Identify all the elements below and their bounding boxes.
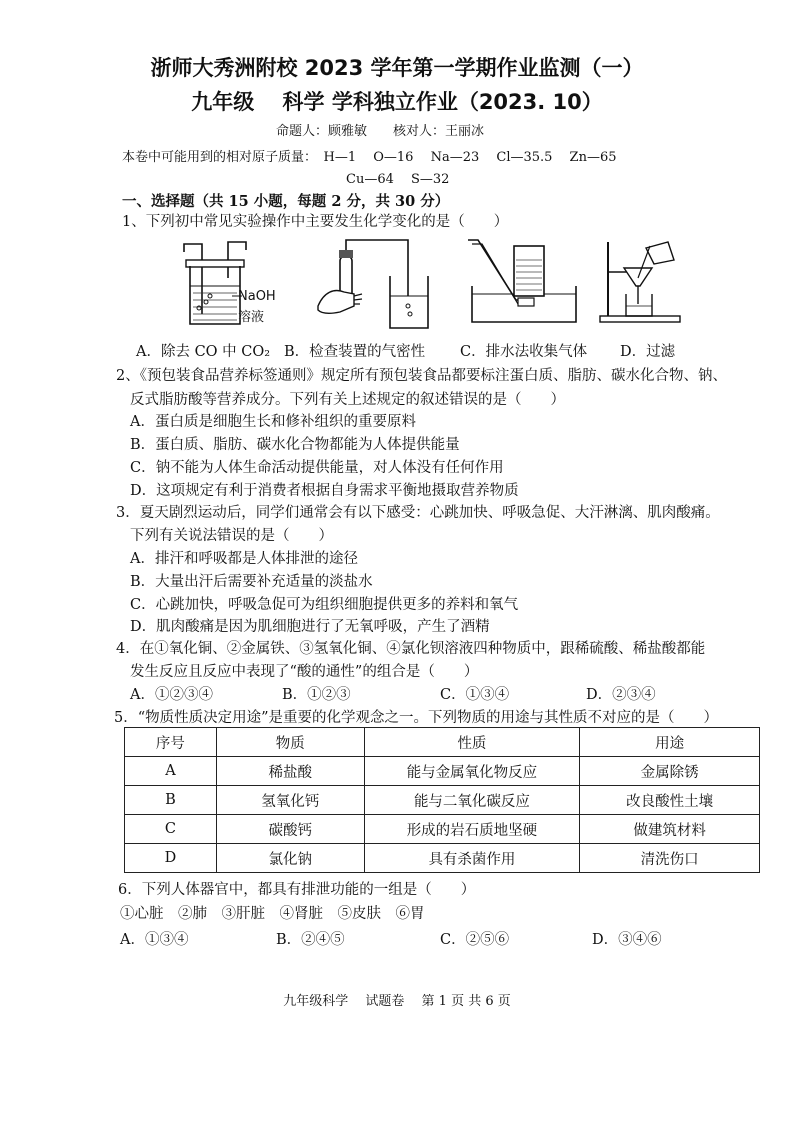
q3-stem-line1: 3．夏天剧烈运动后，同学们通常会有以下感受：心跳加快、呼吸急促、大汗淋漓、肌肉酸痛。	[116, 505, 720, 521]
authors-line: 命题人：顾雅敏 核对人：王丽冰	[276, 124, 485, 139]
atomic-mass-line2: Cu—64 S—32	[346, 172, 450, 187]
q3-option-a: A．排汗和呼吸都是人体排泄的途径	[130, 551, 358, 567]
table-cell: 能与二氧化碳反应	[364, 786, 580, 815]
gas-washing-bottle-figure	[180, 238, 280, 330]
q2-stem-line1: 2、《预包装食品营养标签通则》规定所有预包装食品都要标注蛋白质、脂肪、碳水化合物、钠、	[116, 368, 727, 384]
table-row	[125, 757, 760, 786]
q2-stem-line2: 反式脂肪酸等营养成分。下列有关上述规定的叙述错误的是（ ）	[130, 392, 565, 408]
q2-option-a: A．蛋白质是细胞生长和修补组织的重要原料	[130, 414, 416, 430]
q3-option-c: C．心跳加快，呼吸急促可为组织细胞提供更多的养料和氧气	[130, 597, 519, 613]
q2-option-c: C．钠不能为人体生命活动提供能量，对人体没有任何作用	[130, 460, 504, 476]
table-header-cell: 物质	[216, 728, 364, 757]
table-cell: 氢氧化钙	[216, 786, 364, 815]
table-cell: A	[125, 757, 217, 786]
table-cell: 做建筑材料	[580, 815, 760, 844]
table-cell: 稀盐酸	[216, 757, 364, 786]
table-header-row	[125, 728, 760, 757]
airtightness-check-figure	[310, 236, 440, 336]
table-cell: 碳酸钙	[216, 815, 364, 844]
naoh-label: NaOH	[238, 289, 276, 304]
q6-organs: ①心脏 ②肺 ③肝脏 ④肾脏 ⑤皮肤 ⑥胃	[120, 906, 425, 922]
q1-option-c: C．排水法收集气体	[460, 344, 588, 360]
table-cell: 改良酸性土壤	[580, 786, 760, 815]
table-row	[125, 786, 760, 815]
q4-option-c: C．①③④	[440, 687, 510, 703]
q4-option-b: B．①②③	[282, 687, 351, 703]
exam-title-line2: 九年级 科学 学科独立作业（2023. 10）	[191, 90, 603, 114]
q4-option-d: D．②③④	[586, 687, 656, 703]
q6-stem: 6．下列人体器官中，都具有排泄功能的一组是（ ）	[118, 882, 476, 898]
table-cell: C	[125, 815, 217, 844]
q1-option-a: A．除去 CO 中 CO₂	[136, 344, 271, 360]
table-cell: 清洗伤口	[580, 844, 760, 873]
naoh-solution-label: 溶液	[238, 310, 265, 325]
page-footer: 九年级科学 试题卷 第 1 页 共 6 页	[283, 994, 511, 1009]
table-cell: D	[125, 844, 217, 873]
table-cell: B	[125, 786, 217, 815]
table-cell: 能与金属氧化物反应	[364, 757, 580, 786]
q6-option-c: C．②⑤⑥	[440, 932, 510, 948]
table-header-cell: 用途	[580, 728, 760, 757]
q3-option-b: B．大量出汗后需要补充适量的淡盐水	[130, 574, 373, 590]
table-header-cell: 性质	[364, 728, 580, 757]
q2-option-d: D．这项规定有利于消费者根据自身需求平衡地摄取营养物质	[130, 483, 519, 499]
q4-option-a: A．①②③④	[130, 687, 213, 703]
filtration-figure	[598, 238, 688, 328]
q5-stem: 5．“物质性质决定用途”是重要的化学观念之一。下列物质的用途与其性质不对应的是（ ）	[114, 710, 719, 726]
q1-option-d: D．过滤	[620, 344, 676, 360]
q3-option-d: D．肌肉酸痛是因为肌细胞进行了无氧呼吸，产生了酒精	[130, 619, 490, 635]
table-cell: 具有杀菌作用	[364, 844, 580, 873]
q6-option-b: B．②④⑤	[276, 932, 345, 948]
table-cell: 形成的岩石质地坚硬	[364, 815, 580, 844]
q4-stem-line1: 4．在①氧化铜、②金属铁、③氢氧化铜、④氯化钡溶液四种物质中，跟稀硫酸、稀盐酸都能	[116, 641, 706, 657]
q5-table	[124, 727, 760, 873]
section-heading: 一、选择题（共 15 小题，每题 2 分，共 30 分）	[122, 193, 450, 210]
q3-stem-line2: 下列有关说法错误的是（ ）	[130, 528, 333, 544]
q1-option-b: B．检查装置的气密性	[284, 344, 426, 360]
q2-option-b: B．蛋白质、脂肪、碳水化合物都能为人体提供能量	[130, 437, 460, 453]
table-cell: 氯化钠	[216, 844, 364, 873]
q4-stem-line2: 发生反应且反应中表现了“酸的通性”的组合是（ ）	[130, 664, 479, 680]
table-row	[125, 815, 760, 844]
table-cell: 金属除锈	[580, 757, 760, 786]
q6-option-a: A．①③④	[120, 932, 189, 948]
table-row	[125, 844, 760, 873]
q1-stem: 1、下列初中常见实验操作中主要发生化学变化的是（ ）	[122, 214, 509, 230]
q6-option-d: D．③④⑥	[592, 932, 662, 948]
atomic-mass-line1: 本卷中可能用到的相对原子质量： H—1 O—16 Na—23 Cl—35.5 Zn—65	[122, 150, 617, 165]
table-header-cell: 序号	[125, 728, 217, 757]
exam-title-line1: 浙师大秀洲附校 2023 学年第一学期作业监测（一）	[150, 56, 644, 80]
water-displacement-figure	[468, 238, 580, 328]
